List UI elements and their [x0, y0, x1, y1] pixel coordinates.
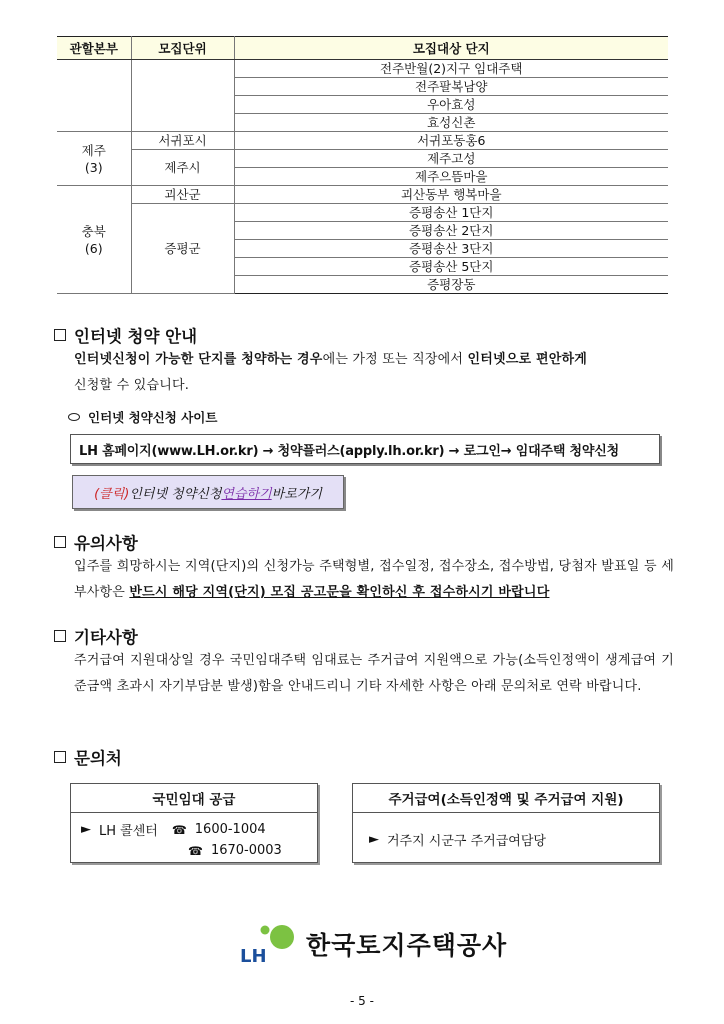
- org-name: 한국토지주택공사: [306, 931, 508, 960]
- unit-cell: 괴산군: [131, 186, 234, 204]
- unit-cell-blank: [131, 60, 234, 132]
- triangle-bullet-icon: ►: [369, 832, 379, 847]
- region-cell-jeju: [57, 132, 131, 186]
- page-number: - 5 -: [350, 994, 374, 1008]
- checkbox-icon: [54, 630, 66, 642]
- callcenter-line-2: [188, 843, 282, 858]
- region-cell-blank: [57, 60, 131, 132]
- complex-cell: 증평장동: [234, 276, 668, 294]
- region-count: (3): [84, 159, 103, 175]
- checkbox-icon: [54, 751, 66, 763]
- lh-logo-icon: [238, 922, 296, 966]
- phone-number: 1670-0003: [210, 843, 282, 858]
- phone-icon: ☎: [188, 843, 203, 858]
- contact-box-supply: [70, 783, 318, 863]
- other-description: 주거급여 지원대상일 경우 국민임대주택 임대료는 주거급여 지원액으로 가능(소득인정액이 생계급여 기준금액 초과시 자기부담분 발생)함을 안내드리니 기타 자세한 사항은 아래 문의처로 연락 바랍니다.: [74, 653, 674, 694]
- unit-cell: 제주시: [131, 150, 234, 186]
- complex-cell: 서귀포동홍6: [234, 132, 668, 150]
- svg-text:LH: LH: [240, 946, 267, 966]
- site-path-text: LH 홈페이지(www.LH.or.kr) → 청약플러스(apply.lh.or.kr) → 로그인→ 임대주택 청약신청: [79, 443, 619, 459]
- notice-description: 입주를 희망하시는 지역(단지)의 신청가능 주택형별, 접수일정, 접수장소, 접수방법, 당첨자 발표일 등 세부사항은 반드시 해당 지역(단지) 모집 공고문을 확인하신 후 접수하시기 바랍니다: [74, 559, 674, 600]
- complex-cell: 증평송산 3단지: [234, 240, 668, 258]
- unit-cell: 서귀포시: [131, 132, 234, 150]
- header-unit: 모집단위: [131, 37, 234, 60]
- checkbox-icon: [54, 329, 66, 341]
- complex-cell: 우아효성: [234, 96, 668, 114]
- recruitment-table: [57, 36, 668, 294]
- checkbox-icon: [54, 536, 66, 548]
- complex-cell: 증평송산 5단지: [234, 258, 668, 276]
- practice-link[interactable]: 연습하기: [221, 486, 272, 502]
- region-name: 제주: [81, 142, 106, 158]
- site-path-box: [70, 434, 660, 464]
- practice-shortcut-button[interactable]: (클릭) 인터넷 청약신청 연습하기 바로가기: [72, 475, 344, 509]
- complex-cell: 전주팔복남양: [234, 78, 668, 96]
- complex-cell: 괴산동부 행복마을: [234, 186, 668, 204]
- section-other-title: 기타사항: [54, 624, 138, 648]
- complex-cell: 효성신촌: [234, 114, 668, 132]
- section-internet-title: 인터넷 청약 안내: [54, 323, 197, 347]
- region-cell-chungbuk: [57, 186, 131, 294]
- header-complex: 모집대상 단지: [234, 37, 668, 60]
- phone-icon: ☎: [171, 822, 187, 837]
- complex-cell: 증평송산 1단지: [234, 204, 668, 222]
- section-notice-title: 유의사항: [54, 530, 138, 554]
- region-name: 충북: [81, 223, 106, 239]
- site-label: 인터넷 청약신청 사이트: [68, 408, 217, 426]
- complex-cell: 제주으뜸마을: [234, 168, 668, 186]
- section-contact-title: 문의처: [54, 745, 122, 769]
- complex-cell: 증평송산 2단지: [234, 222, 668, 240]
- callcenter-line: ► LH 콜센터 ☎ 1600-1004: [81, 822, 266, 839]
- circle-bullet-icon: [68, 413, 80, 421]
- header-region: 관할본부: [57, 37, 131, 60]
- contact-box-header: 주거급여(소득인정액 및 주거급여 지원): [353, 784, 659, 813]
- contact-box-header: 국민임대 공급: [71, 784, 317, 813]
- phone-number: 1600-1004: [194, 822, 266, 837]
- triangle-bullet-icon: ►: [81, 822, 91, 837]
- lh-logo: [238, 922, 507, 966]
- complex-cell: 제주고성: [234, 150, 668, 168]
- complex-cell: 전주반월(2)지구 임대주택: [234, 60, 668, 78]
- region-count: (6): [84, 240, 103, 256]
- internet-description: 인터넷신청이 가능한 단지를 청약하는 경우에는 가정 또는 직장에서 인터넷으로 편안하게 신청할 수 있습니다.: [74, 352, 588, 393]
- click-label: (클릭): [94, 486, 130, 502]
- unit-cell: 증평군: [131, 204, 234, 294]
- contact-box-housing-benefit: [352, 783, 660, 863]
- housing-benefit-line: ► 거주지 시군구 주거급여담당: [369, 832, 546, 849]
